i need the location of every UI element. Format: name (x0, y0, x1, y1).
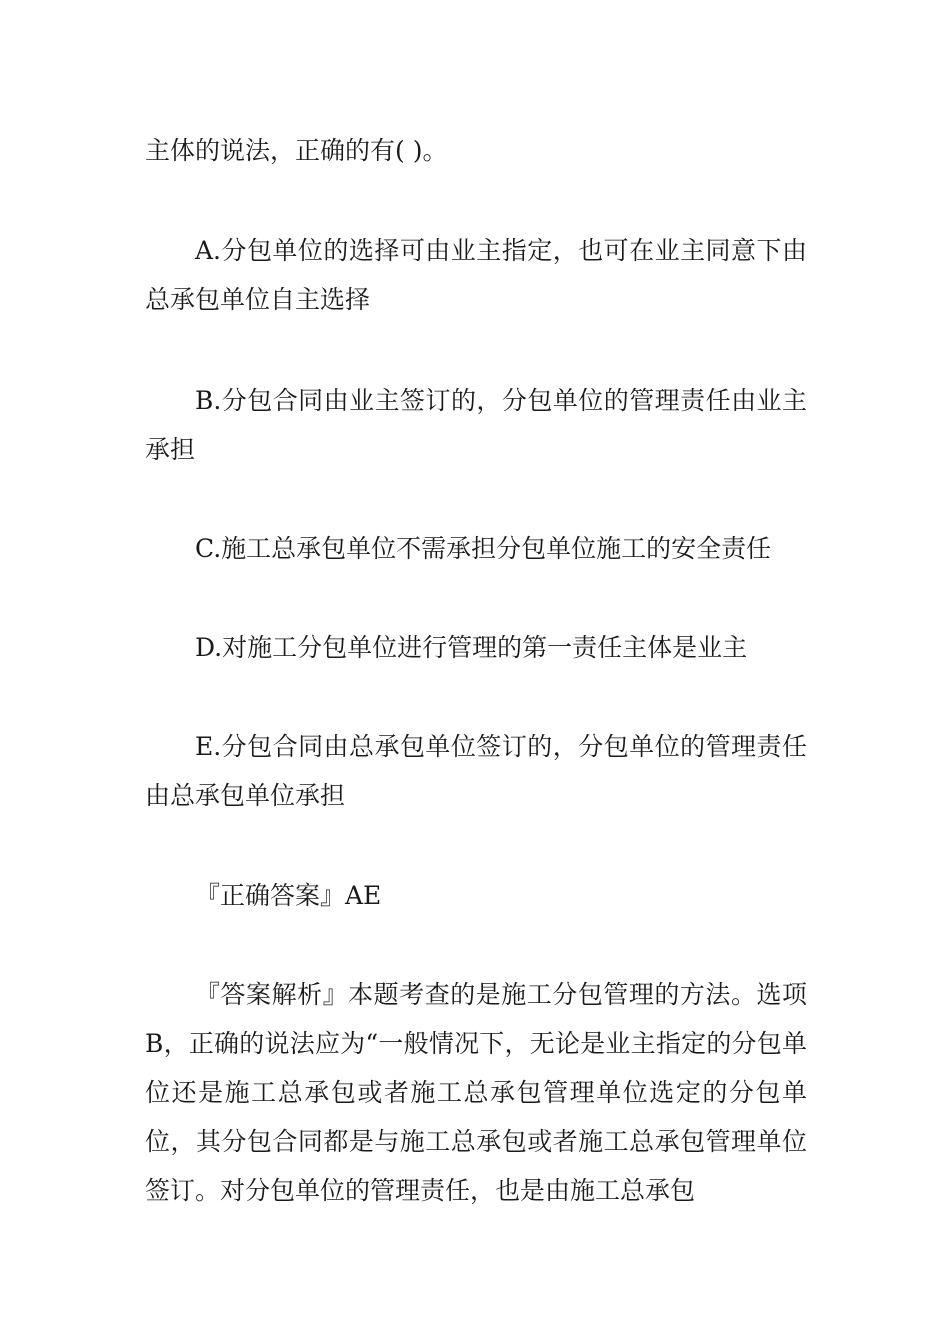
option-b: B.分包合同由业主签订的，分包单位的管理责任由业主承担 (145, 386, 807, 464)
option-a: A.分包单位的选择可由业主指定，也可在业主同意下由总承包单位自主选择 (145, 236, 807, 314)
correct-answer: 『正确答案』AE (195, 881, 382, 910)
option-e: E.分包合同由总承包单位签订的，分包单位的管理责任由总承包单位承担 (145, 732, 807, 810)
question-stem-tail: 主体的说法，正确的有( )。 (145, 136, 448, 165)
answer-analysis: 『答案解析』本题考查的是施工分包管理的方法。选项B，正确的说法应为“一般情况下，无论是业主指定的分包单位还是施工总承包或者施工总承包管理单位选定的分包单位，其分包合同都是与施工总承包或者施工总承包管理单位签订。对分包单位的管理责任，也是由施工总承包 (145, 980, 807, 1205)
option-d: D.对施工分包单位进行管理的第一责任主体是业主 (195, 633, 748, 662)
option-c: C.施工总承包单位不需承担分包单位施工的安全责任 (195, 534, 772, 563)
